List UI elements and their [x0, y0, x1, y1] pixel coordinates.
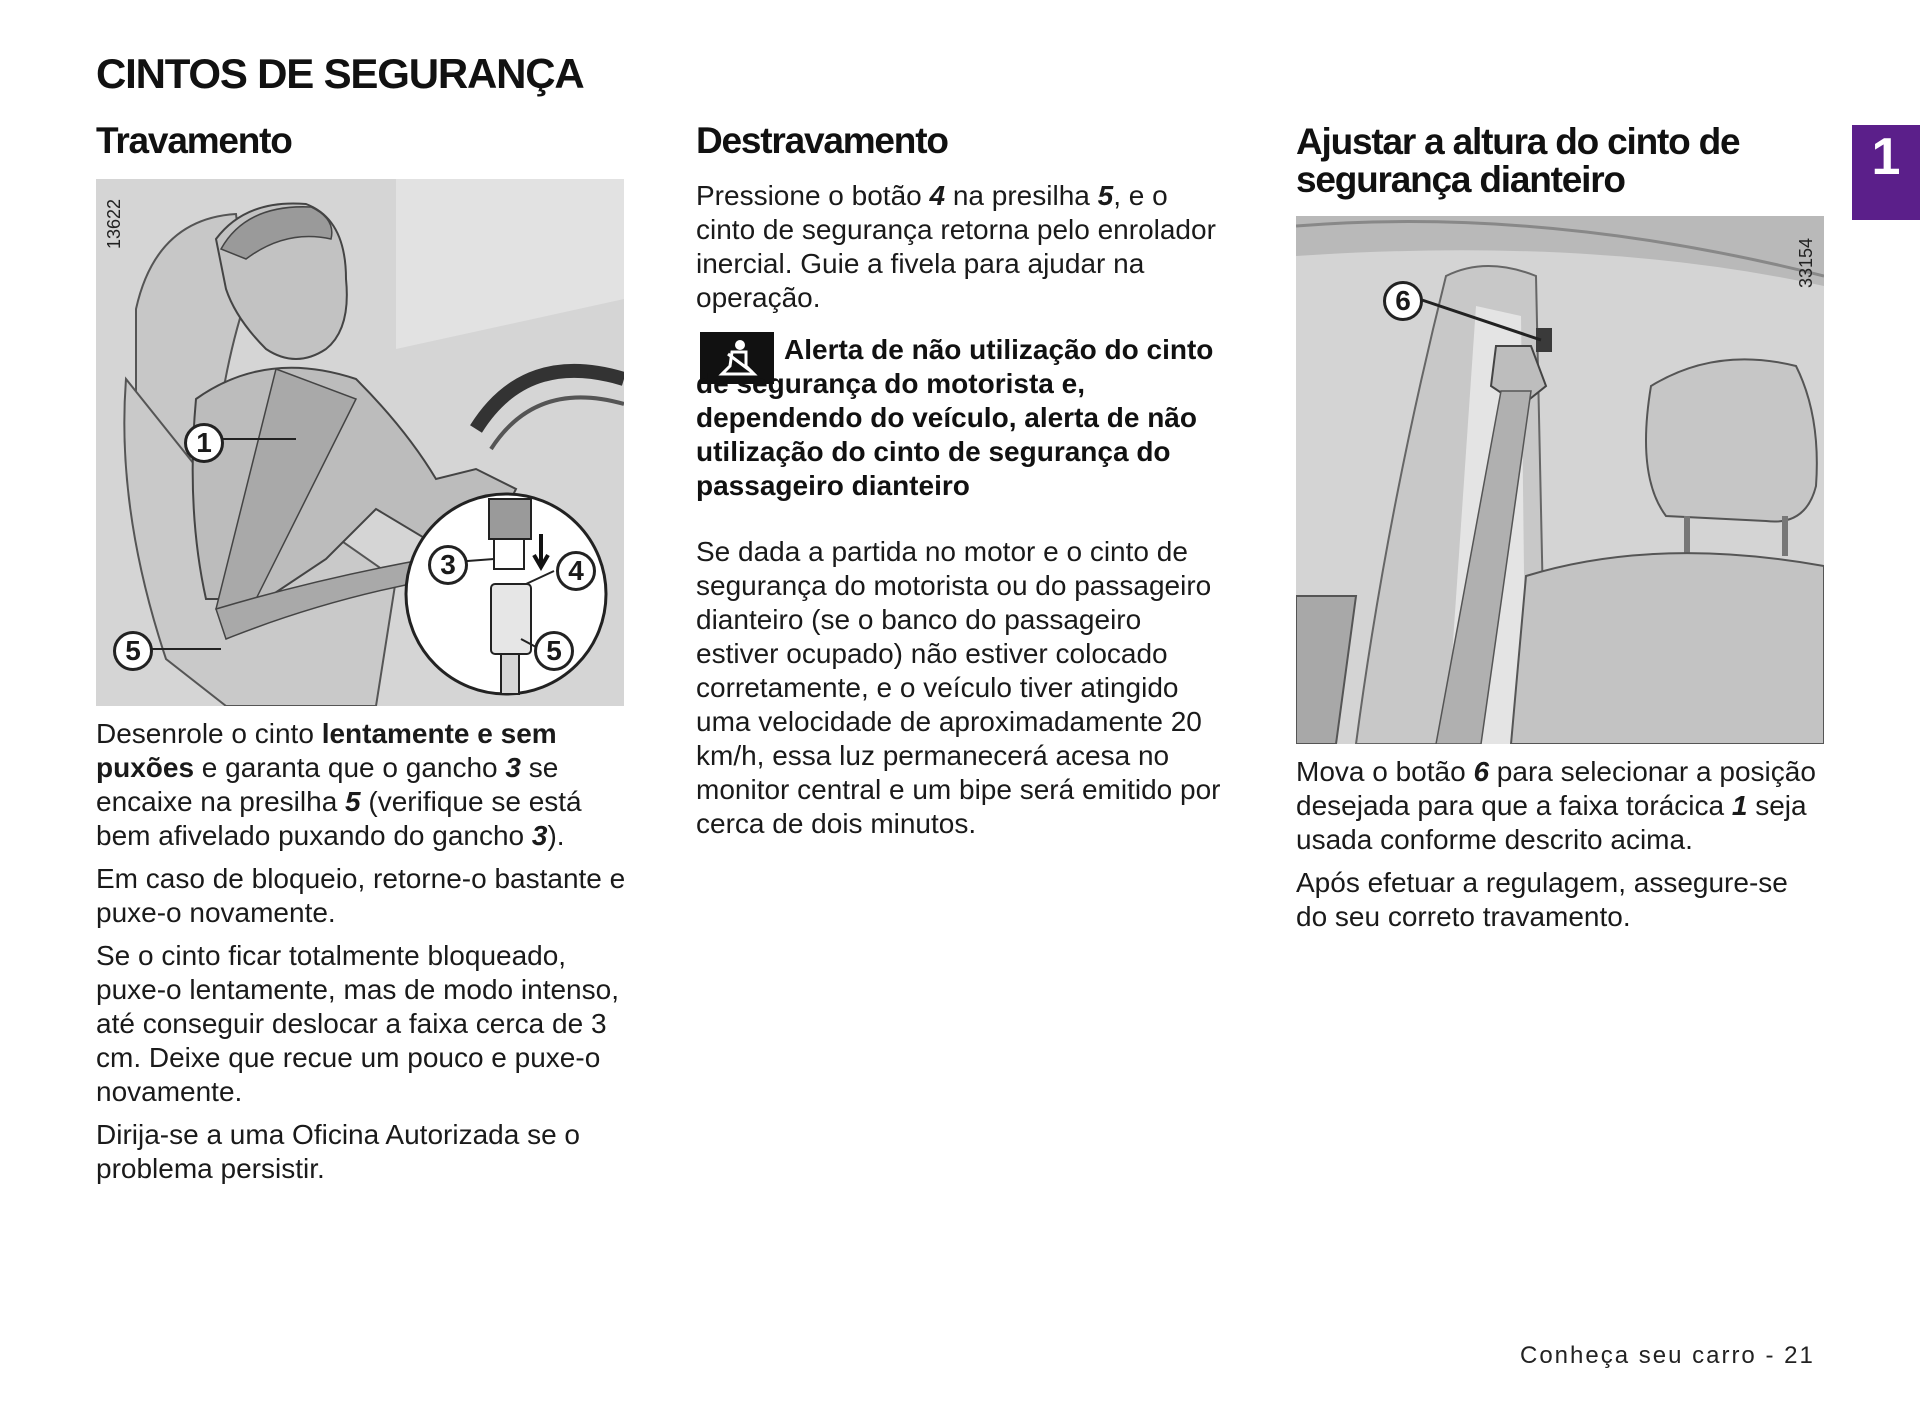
col1-text	[96, 717, 626, 1195]
page-footer: Conheça seu carro - 21	[1520, 1342, 1815, 1369]
paragraph: Dirija-se a uma Oficina Autorizada se o problema persistir.	[96, 1119, 580, 1184]
figure-belt-height-adjuster	[1296, 216, 1824, 744]
alert-heading: Alerta de não utilização do cinto de segurança do motorista e, dependendo do veículo, alerta de não utilização do cinto de segurança do passageiro dianteiro	[696, 334, 1214, 501]
page-title: CINTOS DE SEGURANÇA	[96, 50, 584, 97]
callout-6: 6	[1383, 281, 1423, 321]
paragraph: Mova o botão 6 para selecionar a posição desejada para que a faixa torácica 1 seja usada conforme descrito acima.	[1296, 756, 1816, 855]
heading-destravamento: Destravamento	[696, 120, 948, 161]
driver-illustration	[96, 179, 624, 706]
paragraph: Desenrole o cinto lentamente e sem puxões e garanta que o gancho 3 se encaixe na presilha 5 (verifique se está bem afivelado puxando do gancho 3).	[96, 718, 582, 851]
chapter-tab[interactable]: 1	[1852, 125, 1920, 220]
col2-text	[696, 535, 1226, 850]
figure-code: 13622	[104, 198, 124, 249]
callout-3: 3	[428, 545, 468, 585]
pillar-illustration	[1296, 216, 1824, 744]
callout-5: 5	[113, 631, 153, 671]
heading-ajustar-altura: Ajustar a altura do cinto de segurança dianteiro	[1296, 121, 1740, 200]
col3-text	[1296, 755, 1826, 943]
paragraph: Se o cinto ficar totalmente bloqueado, puxe-o lentamente, mas de modo intenso, até conseguir deslocar a faixa cerca de 3 cm. Deixe que recue um pouco e puxe-o novamente.	[96, 940, 619, 1107]
heading-travamento: Travamento	[96, 120, 292, 161]
paragraph: Em caso de bloqueio, retorne-o bastante e puxe-o novamente.	[96, 863, 626, 928]
callout-4: 4	[556, 551, 596, 591]
figure-driver-buckling	[96, 179, 624, 706]
paragraph: Pressione o botão 4 na presilha 5, e o cinto de segurança retorna pelo enrolador inercial. Guie a fivela para ajudar na operação.	[696, 180, 1216, 313]
callout-1: 1	[184, 423, 224, 463]
paragraph: Se dada a partida no motor e o cinto de segurança do motorista ou do passageiro dianteiro (se o banco do passageiro estiver ocupado) não estiver colocado corretamente, e o veículo tiver atingido uma velocidade de aproximadamente 20 km/h, essa luz permanecerá acesa no monitor central e um bipe será emitido por cerca de dois minutos.	[696, 536, 1221, 839]
figure-code: 33154	[1796, 237, 1816, 288]
col2-intro	[696, 179, 1226, 324]
paragraph: Após efetuar a regulagem, assegure-se do seu correto travamento.	[1296, 867, 1788, 932]
callout-5-inset: 5	[534, 631, 574, 671]
